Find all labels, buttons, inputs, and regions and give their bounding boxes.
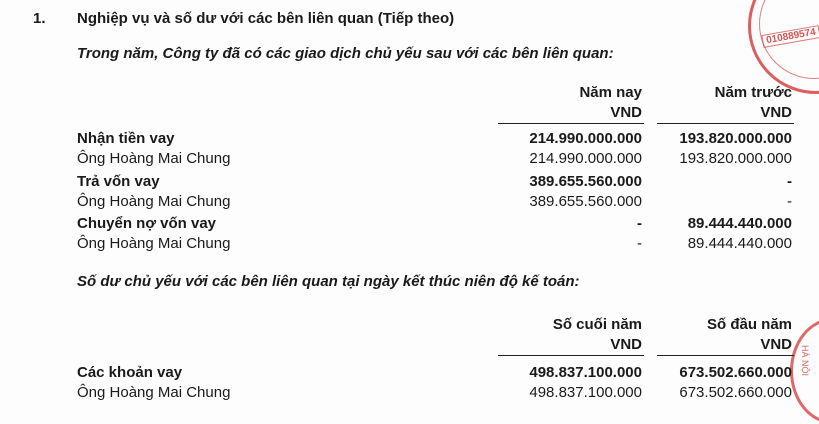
- transactions-col1-unit: VND: [610, 104, 642, 121]
- row-col2-value: 673.502.660.000: [679, 384, 792, 401]
- row-col2-value: 193.820.000.000: [679, 130, 792, 147]
- row-col1-value: -: [637, 215, 642, 232]
- row-col2-value: 673.502.660.000: [679, 364, 792, 381]
- balances-col1-rule: [498, 355, 644, 356]
- balances-intro: Số dư chủ yếu với các bên liên quan tại ngày kết thúc niên độ kế toán:: [77, 273, 580, 290]
- balances-col1-header: Số cuối năm: [552, 316, 642, 333]
- transactions-intro: Trong năm, Công ty đã có các giao dịch chủ yếu sau với các bên liên quan:: [77, 45, 614, 62]
- row-col1-value: 389.655.560.000: [529, 193, 642, 210]
- row-col1-value: -: [637, 235, 642, 252]
- row-label: Chuyển nợ vốn vay: [77, 215, 217, 232]
- seal-code: 010889574: [761, 25, 819, 48]
- row-label: Trả vốn vay: [77, 173, 160, 190]
- signature-seal-text: HÀ NỘI: [800, 345, 810, 377]
- row-col2-value: 89.444.440.000: [687, 235, 792, 252]
- transactions-col1-rule: [498, 123, 644, 124]
- balances-col2-rule: [657, 355, 794, 356]
- row-col1-value: 498.837.100.000: [529, 384, 642, 401]
- row-col2-value: -: [787, 173, 792, 190]
- section-number: 1.: [33, 10, 46, 27]
- transactions-col1-header: Năm nay: [579, 84, 642, 101]
- row-col2-value: 89.444.440.000: [687, 215, 792, 232]
- balances-col2-unit: VND: [760, 336, 792, 353]
- row-col2-value: -: [787, 193, 792, 210]
- transactions-col2-header: Năm trước: [714, 84, 792, 101]
- balances-col1-unit: VND: [610, 336, 642, 353]
- row-label: Ông Hoàng Mai Chung: [77, 193, 231, 210]
- transactions-col2-rule: [657, 123, 794, 124]
- company-seal: [748, 0, 819, 94]
- row-col1-value: 498.837.100.000: [529, 364, 642, 381]
- transactions-col2-unit: VND: [760, 104, 792, 121]
- row-col2-value: 193.820.000.000: [679, 150, 792, 167]
- section-title: Nghiệp vụ và số dư với các bên liên quan (Tiếp theo): [77, 10, 455, 27]
- row-col1-value: 389.655.560.000: [529, 173, 642, 190]
- row-label: Các khoản vay: [77, 364, 183, 381]
- balances-col2-header: Số đầu năm: [706, 316, 792, 333]
- row-label: Nhận tiền vay: [77, 130, 175, 147]
- row-col1-value: 214.990.000.000: [529, 130, 642, 147]
- row-label: Ông Hoàng Mai Chung: [77, 235, 231, 252]
- row-col1-value: 214.990.000.000: [529, 150, 642, 167]
- row-label: Ông Hoàng Mai Chung: [77, 384, 231, 401]
- row-label: Ông Hoàng Mai Chung: [77, 150, 231, 167]
